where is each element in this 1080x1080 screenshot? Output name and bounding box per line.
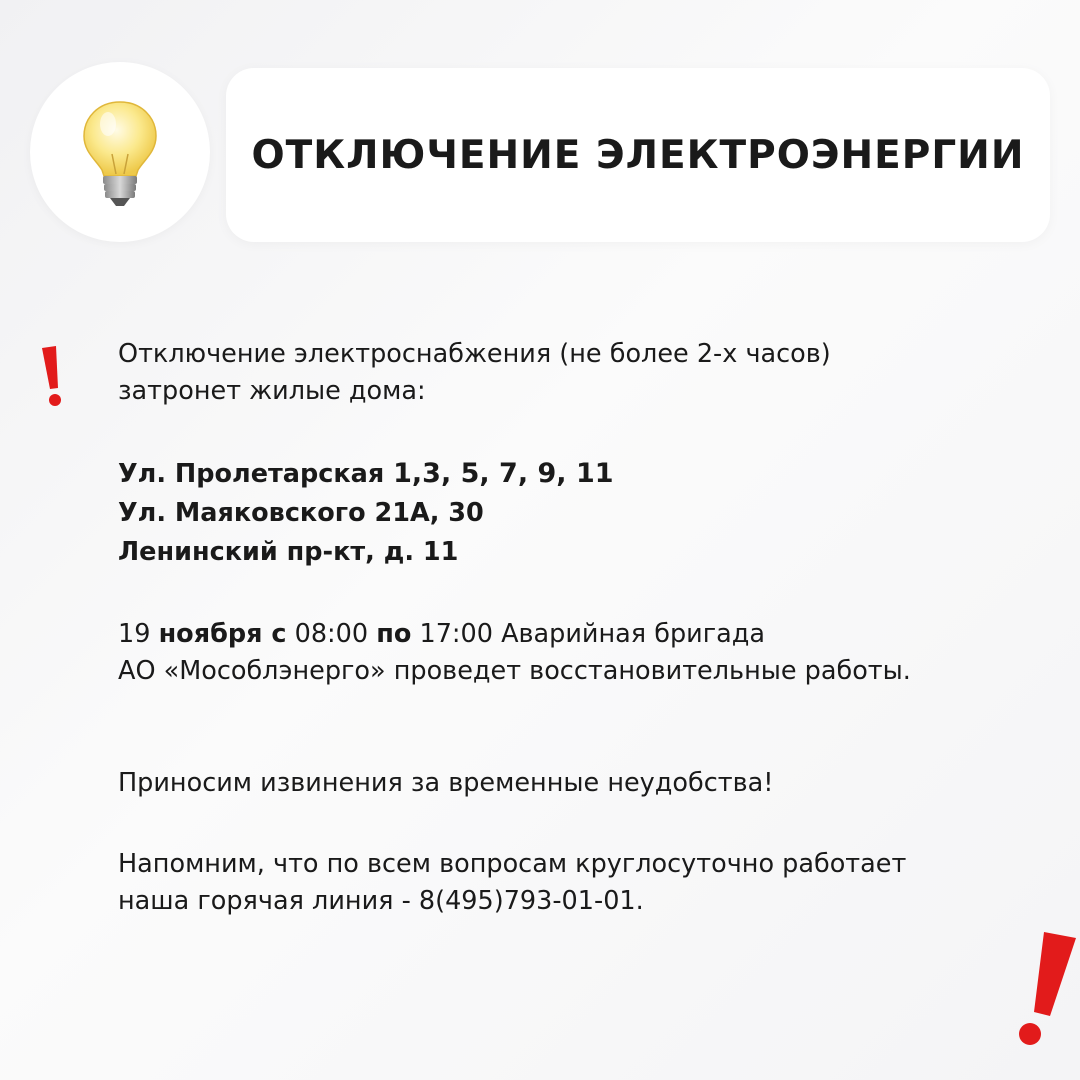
schedule-brigade: Аварийная бригада bbox=[501, 619, 766, 649]
apology-text: Приносим извинения за временные неудобства! bbox=[118, 768, 774, 798]
title-card bbox=[226, 68, 1050, 242]
schedule-month: ноября с bbox=[158, 619, 287, 649]
schedule-time-to: 17:00 bbox=[419, 619, 493, 649]
intro-line-2: затронет жилые дома: bbox=[118, 376, 426, 406]
light-bulb-icon bbox=[78, 98, 162, 210]
icon-circle bbox=[30, 62, 210, 242]
address-street: Ул. Пролетарская bbox=[118, 459, 385, 489]
address-line bbox=[118, 494, 1018, 533]
page-title: ОТКЛЮЧЕНИЕ ЭЛЕКТРОЭНЕРГИИ bbox=[251, 132, 1025, 178]
schedule-day: 19 bbox=[118, 619, 151, 649]
address-numbers: 1,3, 5, 7, 9, 11 bbox=[393, 458, 614, 489]
address-line bbox=[118, 454, 1018, 494]
schedule-to: по bbox=[376, 619, 412, 649]
intro-line-1: Отключение электроснабжения (не более 2-х часов) bbox=[118, 339, 831, 369]
notice-body bbox=[118, 336, 1018, 920]
address-line bbox=[118, 533, 1018, 572]
address-street: Ул. Маяковского bbox=[118, 498, 366, 528]
schedule-line-2: АО «Мособлэнерго» проведет восстановительные работы. bbox=[118, 656, 911, 686]
address-numbers: 11 bbox=[422, 537, 459, 567]
address-street: Ленинский пр-кт, д. bbox=[118, 537, 415, 567]
schedule-time-from: 08:00 bbox=[294, 619, 369, 649]
exclamation-icon-bottom-right bbox=[1000, 926, 1080, 1056]
hotline-line-1: Напомним, что по всем вопросам круглосуточно работает bbox=[118, 849, 907, 879]
hotline-line-2: наша горячая линия - 8(495)793-01-01. bbox=[118, 886, 644, 916]
address-numbers: 21А, 30 bbox=[374, 498, 484, 528]
exclamation-icon-top-left bbox=[28, 344, 78, 410]
schedule-line-1 bbox=[118, 616, 1018, 653]
